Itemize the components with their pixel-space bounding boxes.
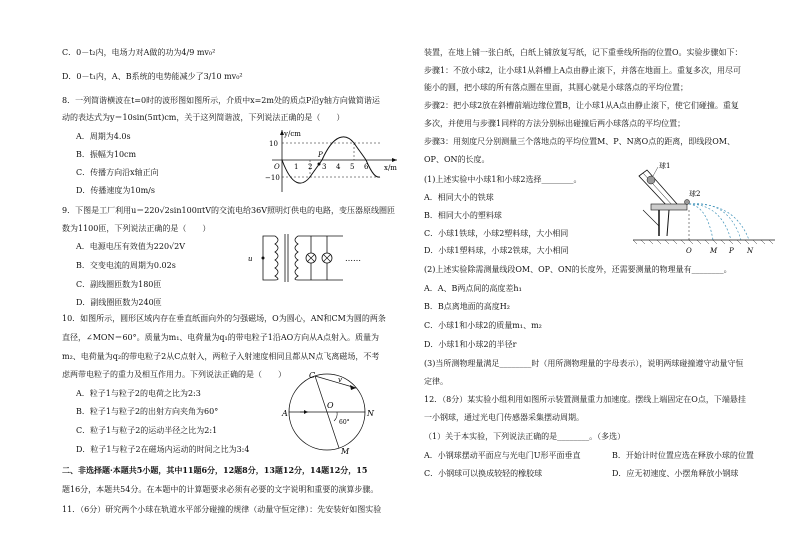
q11-p2-option-b: B．B点离地面的高度H₂ [424,302,510,311]
q11-part3-line2: 定律。 [424,377,448,386]
wave-tick-1: 1 [294,163,299,171]
q9-stem-line1: 9．下图是工厂利用u＝220√2sin100πtV的交流电给36V照明灯供电的电路，变压器原线圈匝 [62,206,395,215]
wave-tick-3: 3 [322,163,327,171]
q11-step3-line2: OP、ON的长度。 [424,155,490,164]
ball-1-label: 球1 [659,162,671,170]
ball-2 [685,200,690,205]
q10-option-b: B．粒子1与粒子2的出射方向夹角为60° [76,407,219,416]
wave-graph [262,126,402,194]
q8-option-d: D．传播速度为10m/s [76,186,155,195]
q12-option-c: C．小钢球可以换成较轻的橡胶球 [424,469,543,478]
q10-stem-line4: 虑两带电粒子的重力及相互作用力。下列说法正确的是（ ） [62,370,286,379]
q10-stem-line3: m₂、电荷量为q₂的带电粒子2从C点射入，两粒子入射速度相同且都从N点飞离磁场，不考 [62,352,380,361]
q12-option-b: B．开始计时位置应选在释放小球的位置 [612,451,754,460]
circle-label-a: A [282,409,288,418]
q9-option-b: B．交变电流的周期为0.02s [76,261,176,270]
q12-part1: （1）关于本实验，下列说法正确的是________。（多选） [424,432,626,441]
wave-tick-5: 5 [350,163,355,171]
more-lamps-dots: …… [345,254,361,263]
q12-stem-line1: 12．（8分）某实验小组利用如图所示装置测量重力加速度。摆线上端固定在O点，下端悬挂 [424,395,746,404]
collision-apparatus [629,156,779,256]
q10-option-c: C．粒子1与粒子2的运动半径之比为2:1 [76,426,218,435]
q11-step1-line2: 能小的圆，把小球的所有落点圈在里面，其圆心就是小球落点的平均位置； [424,83,688,92]
ground-m: M [710,247,718,255]
q8-option-b: B．振幅为10cm [76,150,137,159]
q8-stem-line1: 8．一列简谐横波在t=0时的波形图如图所示，介质中x=2m处的质点P沿y轴方向做简谐运 [62,96,380,105]
q11-p1-option-c: C．小球1铁球，小球2塑料球，大小相同 [424,229,569,238]
q12-option-a: A．小钢球摆动平面应与光电门U形平面垂直 [424,451,581,460]
wave-y-label: y/cm [284,130,301,138]
q10-option-d: D．粒子1与粒子2在磁场内运动的时间之比为3:4 [76,445,250,454]
circle-label-m: M [341,447,350,456]
wave-tick-2: 2 [308,163,313,171]
q9-option-c: C．副线圈匝数为180匝 [76,280,162,289]
wave-tick-6: 6 [364,163,369,171]
q8-option-c: C．传播方向沿x轴正向 [76,168,159,177]
magnetic-field-circle [282,368,372,456]
q11-part1: (1)上述实验中小球1和小球2选择________。 [424,175,582,184]
q7-option-d: D．0－t₁内，A、B系统的电势能减少了3/10 mv₀² [62,72,243,81]
wave-tick-4: 4 [336,163,341,171]
circle-label-v: v [338,376,342,384]
q12-option-d: D．应无初速度、小摆角释放小钢球 [612,469,739,478]
q11-p1-option-d: D．小球1塑料球，小球2铁球，大小相同 [424,246,569,255]
wave-x-label: x/m [384,164,397,172]
wave-y-min: −10 [265,174,280,182]
wave-origin: O [274,163,280,171]
wave-y-max: 10 [269,140,278,148]
circle-label-n: N [367,409,374,418]
q11-stem-line2: 装置，在地上铺一张白纸，白纸上铺放复写纸，记下重垂线所指的位置O。实验步骤如下： [424,48,743,57]
ground-o: O [686,247,692,255]
circle-angle: 60° [339,419,350,426]
q8-option-a: A．周期为4.0s [76,132,131,141]
q9-option-d: D．副线圈匝数为240匝 [76,298,162,307]
q9-stem-line2: 数为1100匝，下列说法正确的是（ ） [62,224,211,233]
q11-step2-line1: 步骤2：把小球2放在斜槽前端边缘位置B，让小球1从A点由静止滚下，使它们碰撞。重复 [424,101,739,110]
q9-option-a: A．电源电压有效值为220√2V [76,242,186,251]
q10-stem-line1: 10．如图所示，圆形区域内存在垂直纸面向外的匀强磁场，O为圆心，AN和CM为圆的两条 [62,314,386,323]
circle-label-o: O [327,401,334,410]
circle-label-c: C [309,371,316,380]
transformer-circuit [245,228,395,288]
ground-p: P [729,247,734,255]
q11-p1-option-b: B．相同大小的塑料球 [424,211,502,220]
q11-part3-line1: (3)当所测物理量满足________时（用所测物理量的字母表示），说明两球碰撞遵守动量守恒 [424,359,744,368]
q11-step3-line1: 步骤3：用刻度尺分别测量三个落地点的平均位置M、P、N离O点的距离，即线段OM、 [424,137,735,146]
q10-option-a: A．粒子1与粒子2的电荷之比为2:3 [76,389,201,398]
q11-p2-option-a: A．A、B两点间的高度差h₁ [424,284,522,293]
q11-step2-line2: 多次，并使用与步骤1同样的方法分别标出碰撞后两小球落点的平均位置； [424,119,686,128]
q7-option-c: C．0－t₂内，电场力对A做的功为4/9 mv₀² [62,48,216,57]
q11-p2-option-d: D．小球1和小球2的半径r [424,340,517,349]
ball-2-label: 球2 [689,190,701,198]
section-2-note: 题16分，本题共54分。在本题中的计算题要求必须有必要的文字说明和重要的演算步骤。 [62,485,379,494]
q11-p2-option-c: C．小球1和小球2的质量m₁、m₂ [424,321,542,330]
q12-stem-line2: 一小钢球，通过光电门传感器采集摆动周期。 [424,413,584,422]
q11-p1-option-a: A．相同大小的铁球 [424,193,494,202]
q11-step1-line1: 步骤1：不放小球2，让小球1从斜槽上A点由静止滚下，并落在地面上。重复多次，用尽可 [424,66,742,75]
ground-n: N [747,247,754,255]
source-label: u [248,255,253,263]
q10-stem-line2: 直径，∠MON＝60°。质量为m₁、电荷量为q₁的带电粒子1沿AO方向从A点射入。质量为 [62,333,379,342]
q11-stem-line1: 11．（6分）研究两个小球在轨道水平部分碰撞的规律（动量守恒定律）：先安装好如图实验 [62,505,382,514]
q11-part2: (2)上述实验除需测量线段OM、OP、ON的长度外，还需要测量的物理量有________。 [424,265,732,274]
section-2-heading: 二、非选择题·本题共5小题，其中11题6分，12题8分，13题12分，14题12分，15 [62,465,368,475]
ball-1 [647,176,655,184]
q8-stem-line2: 动的表达式为y＝10sin(5πt)cm，关于这列简谐波，下列说法正确的是（ ） [62,113,345,122]
wave-p-label: P [318,151,323,159]
